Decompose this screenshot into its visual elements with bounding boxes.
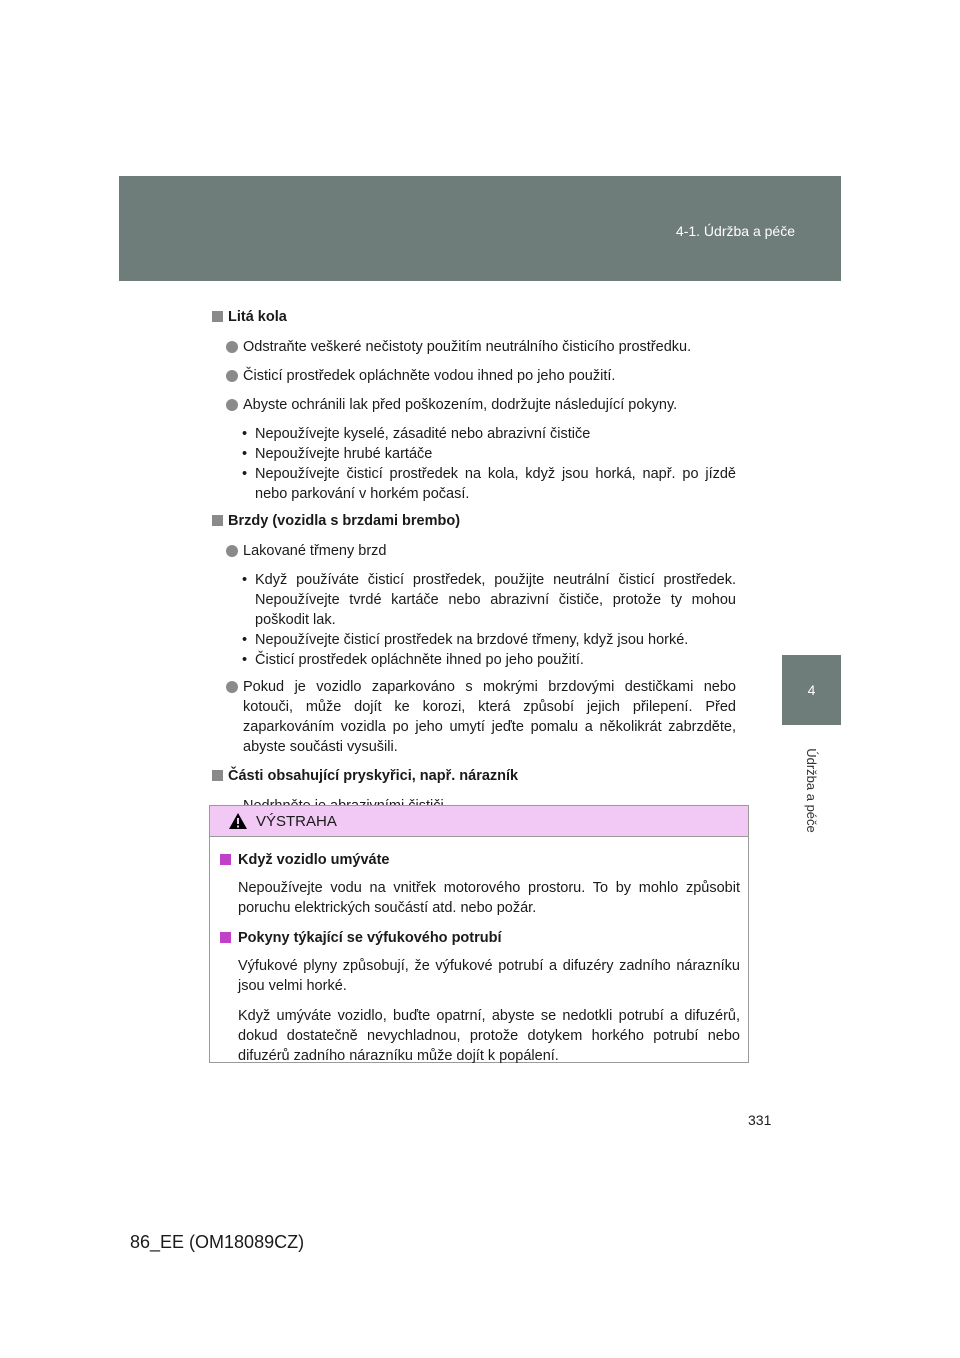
sub-item: • Nepoužívejte čisticí prostředek na kola, když jsou horká, např. po jízdě nebo parkování v horkém počasí. [242, 466, 736, 502]
circle-bullet-icon [226, 545, 238, 557]
sub-item: • Čisticí prostředek opláchněte ihned po jeho použití. [242, 652, 584, 668]
bullet-text: Čisticí prostředek opláchněte vodou ihned po jeho použití. [243, 368, 616, 384]
circle-bullet-icon [226, 370, 238, 382]
warning-paragraph: Výfukové plyny způsobují, že výfukové potrubí a difuzéry zadního nárazníku jsou velmi horké. [238, 958, 740, 994]
bullet-item [212, 395, 736, 415]
sub-item: • Nepoužívejte hrubé kartáče [242, 446, 433, 462]
chapter-tab [782, 655, 841, 725]
warning-heading: VÝSTRAHA [256, 812, 337, 830]
circle-bullet-icon [226, 681, 238, 693]
section-title-text: Litá kola [228, 309, 287, 325]
chapter-number: 4 [807, 682, 816, 698]
square-bullet-icon [220, 854, 231, 865]
bullet-item [212, 337, 736, 357]
chapter-label-text: Údržba a péče [804, 747, 819, 833]
page-number: 331 [748, 1112, 772, 1128]
warning-item-title: Pokyny týkající se výfukového potrubí [220, 928, 740, 948]
sub-list [212, 424, 736, 504]
bullet-item [212, 366, 736, 386]
circle-bullet-icon [226, 399, 238, 411]
bullet-item [212, 541, 736, 561]
warning-box [209, 805, 749, 1063]
square-bullet-icon [212, 770, 223, 781]
bullet-item [212, 677, 736, 757]
warning-paragraph: Nepoužívejte vodu na vnitřek motorového prostoru. To by mohlo způsobit poruchu elektrických součástí atd. nebo požár. [238, 880, 740, 916]
warning-header [210, 806, 748, 837]
section-title-text: Brzdy (vozidla s brzdami brembo) [228, 513, 461, 529]
bullet-text: Lakované třmeny brzd [243, 543, 387, 559]
bullet-text: Abyste ochránili lak před poškozením, dodržujte následující pokyny. [243, 397, 678, 413]
square-bullet-icon [220, 932, 231, 943]
section-header: 4-1. Údržba a péče [675, 223, 795, 239]
square-bullet-icon [212, 311, 223, 322]
bullet-text: Pokud je vozidlo zaparkováno s mokrými brzdovými destičkami nebo kotouči, může dojít ke korozi, která způsobí jejich přilepení. Před zaparkováním vozidla po jeho umytí jeďte pomalu a několikrát zabrzděte, abyste součásti vysušili. [243, 679, 736, 755]
circle-bullet-icon [226, 341, 238, 353]
header-band [119, 176, 841, 281]
section-title-text: Části obsahující pryskyřici, např. nárazník [228, 768, 519, 784]
sub-item: • Když používáte čisticí prostředek, použijte neutrální čisticí prostředek. Nepoužívejte tvrdé kartáče nebo abrazivní čističe, protože ty mohou poškodit lak. [242, 572, 736, 628]
section-title [212, 766, 736, 786]
document-code: 86_EE (OM18089CZ) [130, 1232, 305, 1252]
chapter-label [782, 735, 841, 845]
square-bullet-icon [212, 515, 223, 526]
warning-triangle-icon [228, 812, 248, 830]
sub-item: • Nepoužívejte čisticí prostředek na brzdové třmeny, když jsou horké. [242, 632, 689, 648]
sub-item: • Nepoužívejte kyselé, zásadité nebo abrazivní čističe [242, 426, 591, 442]
bullet-text: Odstraňte veškeré nečistoty použitím neutrálního čisticího prostředku. [243, 339, 692, 355]
warning-item-title: Když vozidlo umýváte [220, 850, 740, 870]
sub-list [212, 570, 736, 670]
section-title [212, 511, 736, 531]
section-title [212, 307, 736, 327]
warning-paragraph: Když umýváte vozidlo, buďte opatrní, abyste se nedotkli potrubí a difuzérů, dokud dostatečně nevychladnou, protože dotykem horkého potrubí nebo difuzérů zadního nárazníku může dojít k popálení. [238, 1008, 740, 1064]
main-content [212, 307, 736, 816]
warning-body [210, 837, 748, 1066]
